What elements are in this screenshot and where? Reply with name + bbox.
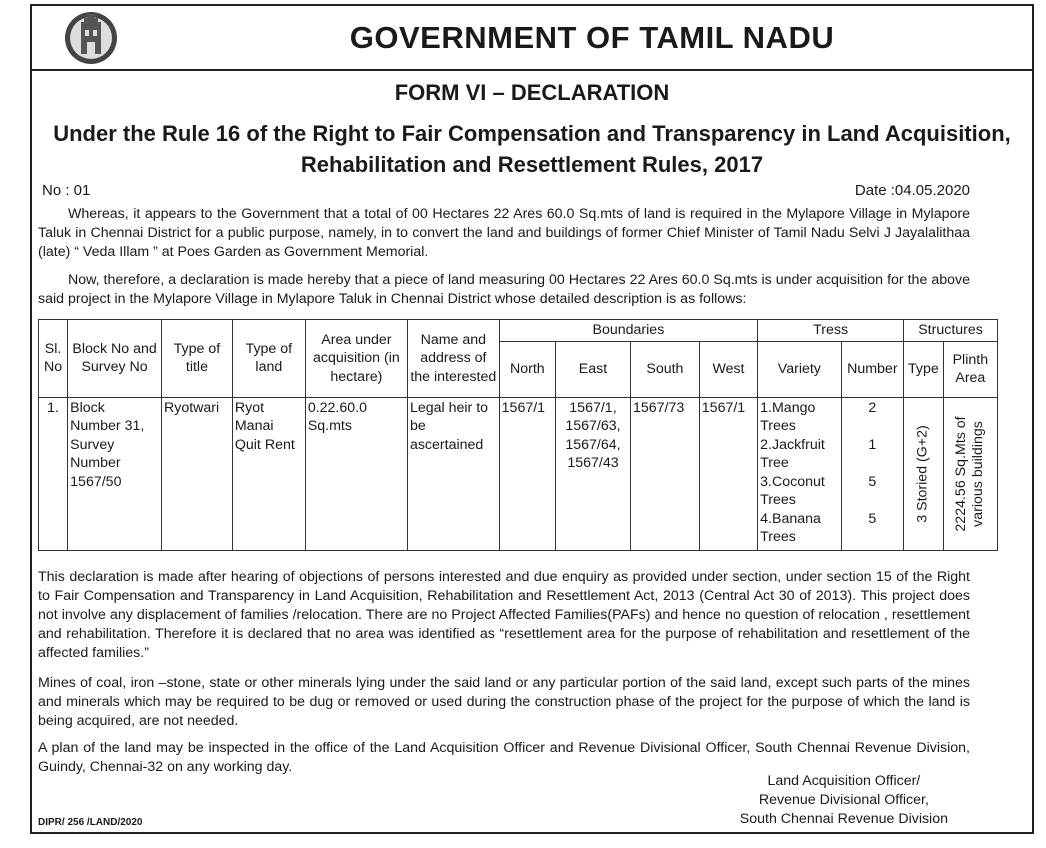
tree-variety-3: 3.Coconut Trees xyxy=(760,473,825,508)
table-row xyxy=(39,397,998,550)
cell-name-address: Legal heir to be ascertained xyxy=(407,397,499,550)
declaration-table xyxy=(38,319,998,551)
cell-east: 1567/1, 1567/63, 1567/64, 1567/43 xyxy=(555,397,630,550)
signature-block xyxy=(740,772,948,829)
form-title: FORM VI – DECLARATION xyxy=(394,80,670,105)
tree-number-1: 2 xyxy=(868,399,877,416)
declaration-number: No : 01 xyxy=(42,182,91,199)
tree-variety-1: 1.Mango Trees xyxy=(760,399,816,434)
cell-block-survey: Block Number 31, Survey Number 1567/50 xyxy=(68,397,162,550)
cell-number xyxy=(841,397,904,550)
cell-area: 0.22.60.0 Sq.mts xyxy=(305,397,407,550)
cell-variety xyxy=(758,397,841,550)
paragraph-hearing: This declaration is made after hearing of objections of persons interested and due enquiry as provided under section, under section 15 of the Right to Fair Compensation and Transparency in Land Acquisition, Rehabilitation and Resettlement Act, 2013 (Central Act 30 of 2013). This project does not involve any displacement of families /relocation. There are no Project Affected Families(PAFs) and hence no question of relocation , resettlement and rehabilitation. Therefore it is declared that no area was identified as “resettlement area for the purpose of rehabilitation and resettlement of the affected families.” xyxy=(38,569,970,661)
tree-number-2: 1 xyxy=(868,436,877,453)
header-bar xyxy=(32,6,1032,71)
header-type-of-title: Type of title xyxy=(161,320,232,398)
structure-type-text: 3 Storied (G+2) xyxy=(914,424,931,523)
header-block-survey: Block No and Survey No xyxy=(68,320,162,398)
header-west: West xyxy=(699,341,757,397)
header-title: GOVERNMENT OF TAMIL NADU xyxy=(349,20,835,55)
header-number: Number xyxy=(841,341,904,397)
cell-north: 1567/1 xyxy=(499,397,555,550)
header-type-of-land: Type of land xyxy=(232,320,305,398)
signature-line-2: Revenue Divisional Officer, xyxy=(758,792,929,808)
plinth-area-text: 2224.56 Sq.Mts of various buildings xyxy=(953,415,987,532)
header-south: South xyxy=(631,341,700,397)
paragraph-mines: Mines of coal, iron –stone, state or other minerals lying under the said land or any particular portion of the said land, except such parts of the mines and minerals which may be required to be dug or removed or used during the construction phase of the project for the purpose of which the land is being acquired, are not needed. xyxy=(38,675,970,729)
cell-structure-type xyxy=(904,397,944,550)
rule-title: Under the Rule 16 of the Right to Fair Compensation and Transparency in Land Acquisition, Rehabilitation and Resettlement Rules, 2017 xyxy=(53,121,1011,177)
header-east: East xyxy=(555,341,630,397)
tree-variety-4: 4.Banana Trees xyxy=(760,510,821,545)
signature-line-3: South Chennai Revenue Division xyxy=(739,811,948,827)
paragraph-now-therefore: Now, therefore, a declaration is made hereby that a piece of land measuring 00 Hectares 22 Ares 60.0 Sq.mts is under acquisition for the above said project in the Mylapore Village in Mylapore Taluk in Chennai District whose detailed description is as follows: xyxy=(38,272,970,307)
header-name-address: Name and address of the interested xyxy=(407,320,499,398)
tree-variety-2: 2.Jackfruit Tree xyxy=(760,436,825,471)
header-tress: Tress xyxy=(758,320,904,342)
paragraph-plan: A plan of the land may be inspected in the office of the Land Acquisition Officer and Revenue Divisional Officer, South Chennai Revenue Division, Guindy, Chennai-32 on any working day. xyxy=(38,740,970,775)
footer-code: DIPR/ 256 /LAND/2020 xyxy=(38,817,143,828)
header-plinth-area: Plinth Area xyxy=(943,341,997,397)
signature-line-1: Land Acquisition Officer/ xyxy=(767,773,921,789)
tree-number-3: 5 xyxy=(868,473,877,490)
cell-south: 1567/73 xyxy=(631,397,700,550)
cell-type-of-title: Ryotwari xyxy=(161,397,232,550)
cell-plinth-area xyxy=(943,397,997,550)
header-variety: Variety xyxy=(758,341,841,397)
paragraph-whereas: Whereas, it appears to the Government that a total of 00 Hectares 22 Ares 60.0 Sq.mts of land is required in the Mylapore Village in Mylapore Taluk in Chennai District for a public purpose, namely, in to convert the land and buildings of former Chief Minister of Tamil Nadu Selvi J Jayalalithaa (late) “ Veda Illam ” at Poes Garden as Government Memorial. xyxy=(38,206,970,260)
header-boundaries: Boundaries xyxy=(499,320,757,342)
declaration-page xyxy=(30,4,1034,834)
header-type: Type xyxy=(904,341,944,397)
header-structures: Structures xyxy=(904,320,998,342)
declaration-date: Date :04.05.2020 xyxy=(854,182,970,199)
tree-number-4: 5 xyxy=(868,510,877,527)
header-sl-no: Sl. No xyxy=(39,320,68,398)
cell-west: 1567/1 xyxy=(699,397,757,550)
tamil-nadu-emblem-icon xyxy=(54,10,128,66)
header-north: North xyxy=(499,341,555,397)
cell-type-of-land: Ryot Manai Quit Rent xyxy=(232,397,305,550)
header-area: Area under acquisition (in hectare) xyxy=(305,320,407,398)
cell-sl-no: 1. xyxy=(39,397,68,550)
